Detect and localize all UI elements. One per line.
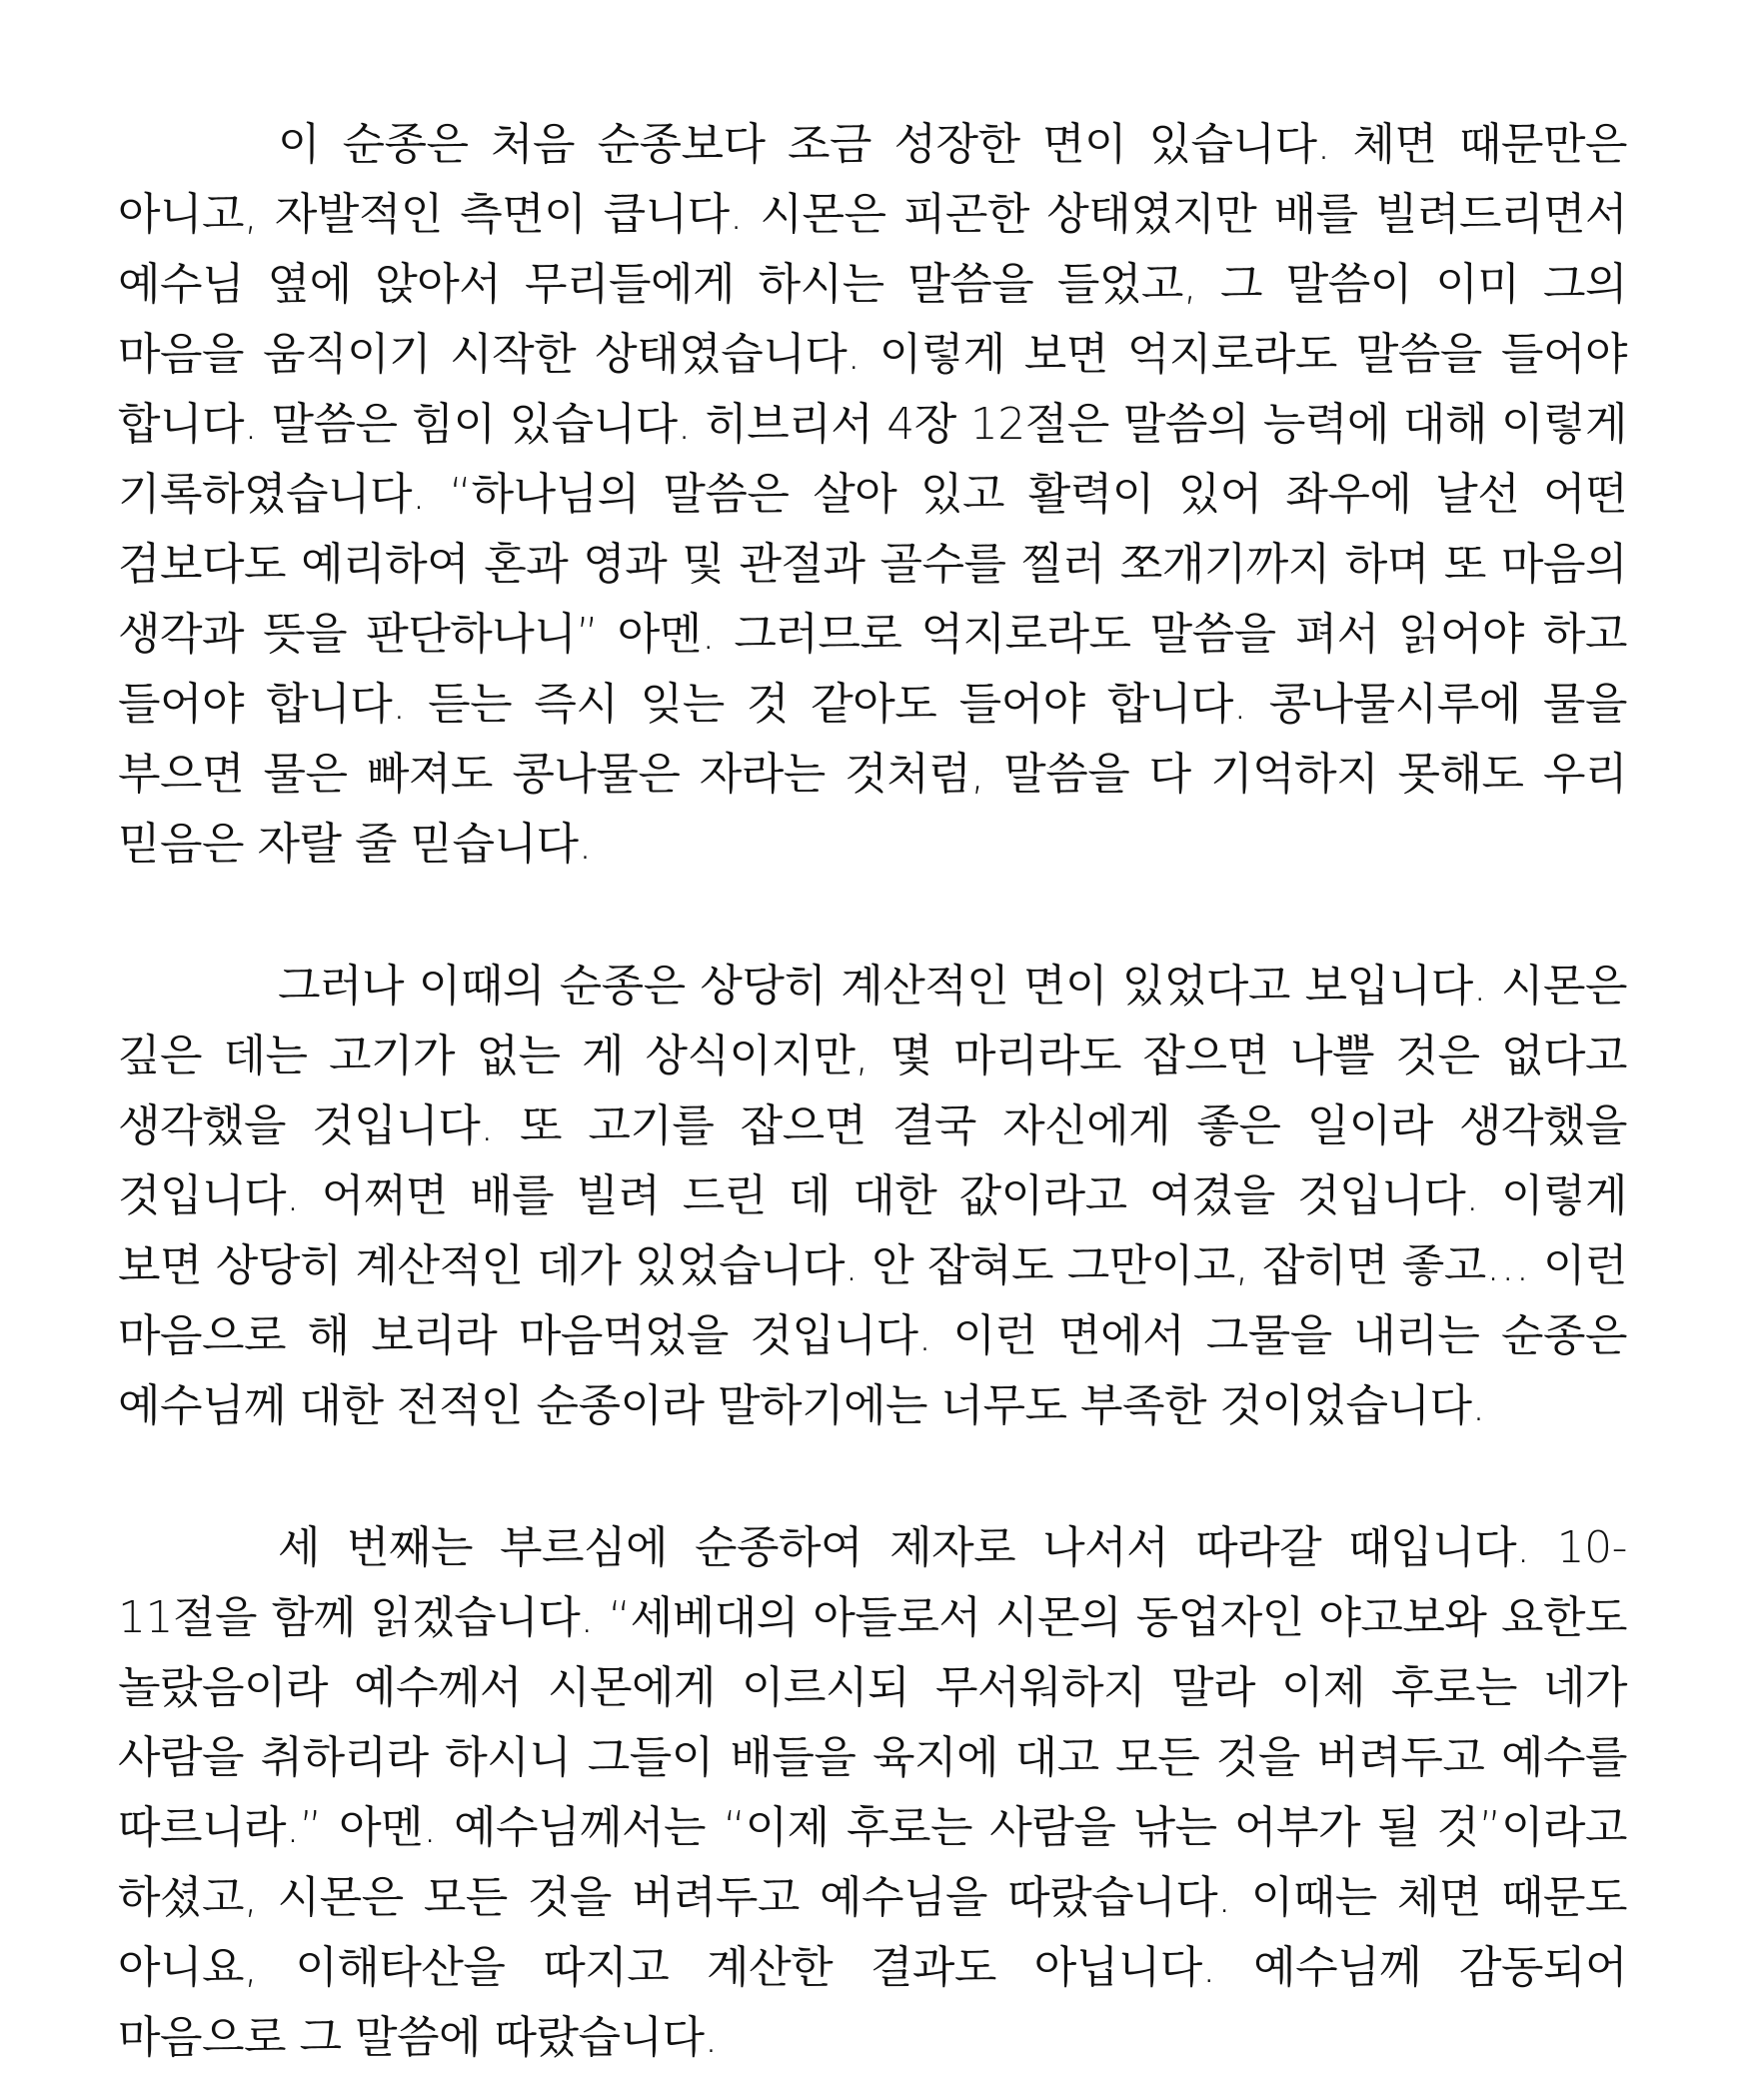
document-page xyxy=(118,110,1627,2073)
paragraph-1: 이 순종은 처음 순종보다 조금 성장한 면이 있습니다. 체면 때문만은 아니고, 자발적인 측면이 큽니다. 시몬은 피곤한 상태였지만 배를 빌려드리면서 예수님 옆에 앉아서 무리들에게 하시는 말씀을 들었고, 그 말씀이 이미 그의 마음을 움직이기 시작한 상태였습니다. 이렇게 보면 억지로라도 말씀을 들어야 합니다. 말씀은 힘이 있습니다. 히브리서 4장 12절은 말씀의 능력에 대해 이렇게 기록하였습니다. “하나님의 말씀은 살아 있고 활력이 있어 좌우에 날선 어떤 검보다도 예리하여 혼과 영과 및 관절과 골수를 찔러 쪼개기까지 하며 또 마음의 생각과 뜻을 판단하나니” 아멘. 그러므로 억지로라도 말씀을 펴서 읽어야 하고 들어야 합니다. 듣는 즉시 잊는 것 같아도 들어야 합니다. 콩나물시루에 물을 부으면 물은 빠져도 콩나물은 자라는 것처럼, 말씀을 다 기억하지 못해도 우리 믿음은 자랄 줄 믿습니다. xyxy=(118,119,1627,870)
paragraph-2: 그러나 이때의 순종은 상당히 계산적인 면이 있었다고 보입니다. 시몬은 깊은 데는 고기가 없는 게 상식이지만, 몇 마리라도 잡으면 나쁠 것은 없다고 생각했을 것입니다. 또 고기를 잡으면 결국 자신에게 좋은 일이라 생각했을 것입니다. 어쩌면 배를 빌려 드린 데 대한 값이라고 여겼을 것입니다. 이렇게 보면 상당히 계산적인 데가 있었습니다. 안 잡혀도 그만이고, 잡히면 좋고… 이런 마음으로 해 보리라 마음먹었을 것입니다. 이런 면에서 그물을 내리는 순종은 예수님께 대한 전적인 순종이라 말하기에는 너무도 부족한 것이었습니다. xyxy=(118,961,1627,1431)
paragraph-3: 세 번째는 부르심에 순종하여 제자로 나서서 따라갈 때입니다. 10-11절을 함께 읽겠습니다. “세베대의 아들로서 시몬의 동업자인 야고보와 요한도 놀랐음이라 예수께서 시몬에게 이르시되 무서워하지 말라 이제 후로는 네가 사람을 취하리라 하시니 그들이 배들을 육지에 대고 모든 것을 버려두고 예수를 따르니라.” 아멘. 예수님께서는 “이제 후로는 사람을 낚는 어부가 될 것”이라고 하셨고, 시몬은 모든 것을 버려두고 예수님을 따랐습니다. 이때는 체면 때문도 아니요, 이해타산을 따지고 계산한 결과도 아닙니다. 예수님께 감동되어 마음으로 그 말씀에 따랐습니다. xyxy=(118,1522,1627,2063)
